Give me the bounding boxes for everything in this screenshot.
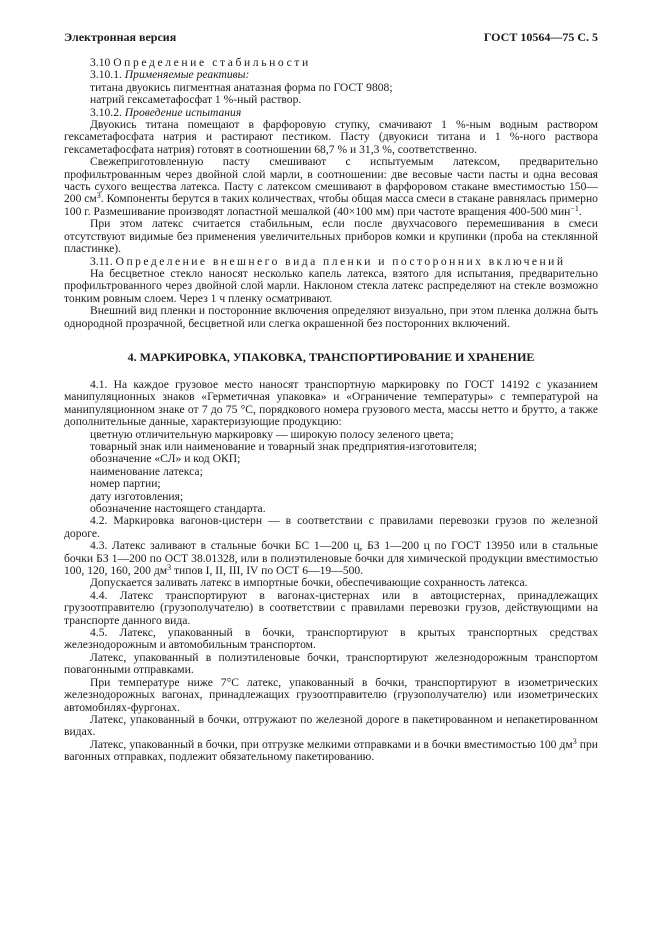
paragraph-text: при вагонных отправках, подлежит обязательному пакетированию. [64,737,598,764]
paragraph: Двуокись титана помещают в фарфоровую ступку, смачивают 1 %-ным водным раствором гексаметафосфата натрия и растирают пестиком. Пасту (двуокиси титана и 1 %-ного раствора гексаметафосфата натрия) готовят в соотношении 68,7 % и 31,3 %, соответственно. [64,118,598,156]
reagent-item: титана двуокись пигментная анатазная форма по ГОСТ 9808; [90,80,393,94]
header-standard-page: ГОСТ 10564—75 С. 5 [483,30,598,44]
paragraph: Допускается заливать латекс в импортные бочки, обеспечивающие сохранность латекса. [90,576,528,590]
paragraph: 4.1. На каждое грузовое место наносят транспортную маркировку по ГОСТ 14192 с указанием манипуляционных знаков «Герметичная упаковка» и «Ограничение температуры» с температурой на манипуляционном знаке от 7 до 75 °С, порядкового номера грузового места, массы нетто и брутто, а также дополнительные данные, характеризующие продукцию: [64,377,598,429]
paragraph [64,736,598,764]
paragraph [64,540,598,577]
paragraph-text: типов I, II, III, IV по ОСТ 6—19—500. [171,564,364,578]
list-item: номер партии; [90,477,161,491]
list-item: обозначение «СЛ» и код ОКП; [90,452,241,466]
paragraph [64,156,598,218]
paragraph: На бесцветное стекло наносят несколько капель латекса, взятого для испытания, предварительно профильтрованного через двойной слой марли. Наклоном стекла латекс распределяют на стекле возможно тонким ровным слоем. Через 1 ч пленку осматривают. [64,266,598,305]
superscript: 3 [167,563,172,573]
section-4-heading: 4. МАРКИРОВКА, УПАКОВКА, ТРАНСПОРТИРОВАНИЕ И ХРАНЕНИЕ [127,349,535,364]
section-title: Определение стабильности [113,56,311,69]
paragraph: 4.2. Маркировка вагонов-цистерн — в соответствии с правилами перевозки грузов по железной дороге. [64,514,598,540]
paragraph: Латекс, упакованный в бочки, отгружают по железной дороге в пакетированном и непакетированном видах. [64,712,598,739]
page-header [64,30,598,44]
paragraph-text: 4.3. Латекс заливают в стальные бочки БС 1—200 ц, БЗ 1—200 ц по ГОСТ 13950 или в стальные бочки БЗ 1—200 по ОСТ 38.01328, или в полиэтиленовые бочки для химической продукции вместимостью 100, 120, 160, 200 дм [64,539,598,578]
list-item: товарный знак или наименование и товарный знак предприятия-изготовителя; [90,439,477,453]
list-item: наименование латекса; [90,464,203,478]
section-number: 3.11. [90,254,113,268]
paragraph: 4.4. Латекс транспортируют в вагонах-цистернах или в автоцистернах, принадлежащих грузоотправителю (грузополучателю) в соответствии с правилами перевозки грузов, действующими на транспорте данного вида. [64,588,598,627]
paragraph: Внешний вид пленки и посторонние включения определяют визуально, при этом пленка должна быть однородной прозрачной, бесцветной или слегка окрашенной без посторонних включений. [64,304,598,330]
paragraph: При температуре ниже 7°С латекс, упакованный в бочки, транспортируют в изометрических железнодорожных вагонах, принадлежащих грузоотправителю (грузополучателю) или изометрических автомобилях-фургонах. [64,675,598,714]
paragraph-text: Латекс, упакованный в бочки, при отгрузке мелкими отправками и в бочки вместимостью 100 дм [90,737,573,751]
document-body [64,57,598,764]
subsection-3-10-1-heading [64,69,598,81]
paragraph-text: . Компоненты берутся в таких количествах, чтобы общая масса смеси в стакане равнялась примерно 100 г. Размешивание производят лопастной мешалкой (40×100 мм) при частоте вращения 400-500 мин [64,192,598,218]
paragraph: Латекс, упакованный в полиэтиленовые бочки, транспортируют железнодорожным транспортом повагонными отправками. [64,650,598,677]
subsection-title: Применяемые реактивы: [124,68,250,82]
reagent-item: натрий гексаметафосфат 1 %-ный раствор. [90,93,302,107]
list-item: обозначение настоящего стандарта. [90,502,266,515]
superscript: 3 [572,736,577,746]
subsection-number: 3.10.2. [90,105,122,119]
list-item: дату изготовления; [90,489,184,503]
header-edition-label: Электронная версия [64,30,177,44]
superscript: −1 [570,203,579,213]
superscript: 3 [96,191,101,201]
paragraph: 4.5. Латекс, упакованный в бочки, транспортируют в крытых транспортных средствах железнодорожным и автомобильным транспортом. [64,626,598,652]
section-title: Определение внешнего вида пленки и посторонних включений [115,254,566,268]
paragraph: При этом латекс считается стабильным, если после двухчасового перемешивания в смеси отсутствуют видимые без применения увеличительных приборов комки и крупинки (проба на стеклянной пластинке). [64,217,598,256]
subsection-title: Проведение испытания [124,105,242,119]
list-item: цветную отличительную маркировку — широкую полосу зеленого цвета; [90,427,454,441]
subsection-number: 3.10.1. [90,68,122,82]
paragraph-text: . [578,204,582,218]
paragraph-text: Свежеприготовленную пасту смешивают с испытуемым латексом, предварительно профильтрованным через двойной слой марли, в соотношении: две весовые части пасты и одна весовая часть сухого вещества латекса. Пасту с латексом смешивают в фарфоровом стакане вместимостью 150—200 см [64,155,598,206]
section-number: 3.10 [90,56,111,69]
